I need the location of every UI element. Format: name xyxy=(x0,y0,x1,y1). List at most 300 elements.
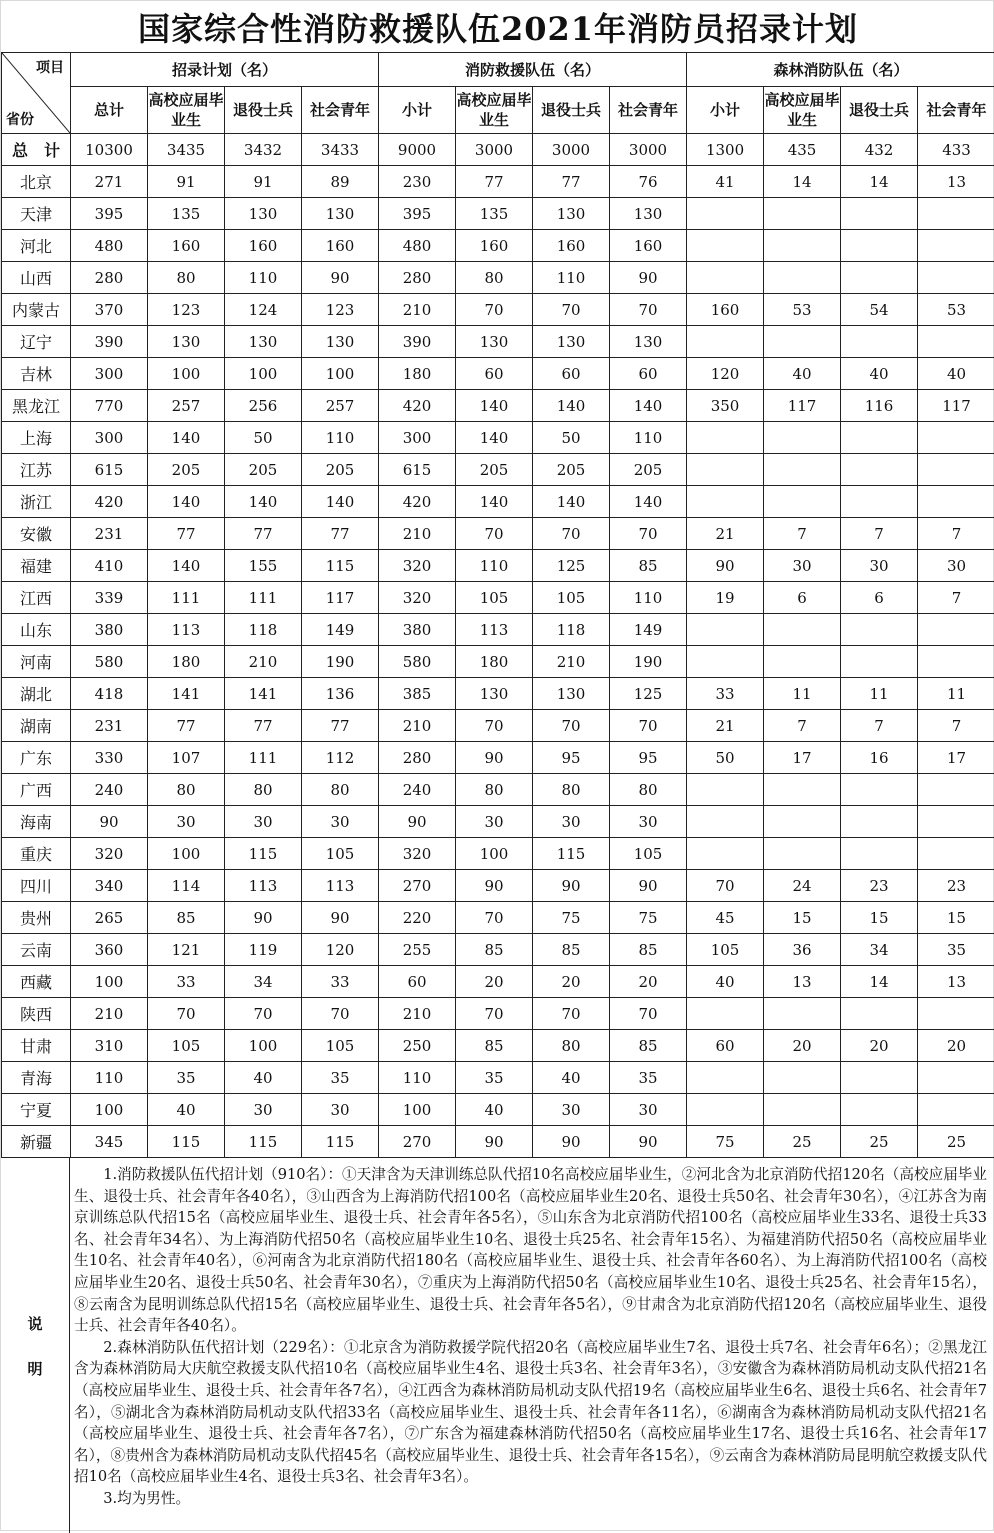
value-cell: 7 xyxy=(841,710,918,742)
value-cell xyxy=(687,326,764,358)
value-cell xyxy=(764,454,841,486)
value-cell: 117 xyxy=(764,390,841,422)
value-cell: 140 xyxy=(610,390,687,422)
value-cell xyxy=(841,646,918,678)
value-cell: 116 xyxy=(841,390,918,422)
total-cell: 10300 xyxy=(71,134,148,166)
value-cell xyxy=(841,486,918,518)
value-cell xyxy=(687,198,764,230)
value-cell: 300 xyxy=(379,422,456,454)
value-cell: 160 xyxy=(302,230,379,262)
value-cell xyxy=(841,998,918,1030)
value-cell: 140 xyxy=(533,486,610,518)
value-cell xyxy=(841,230,918,262)
value-cell: 114 xyxy=(148,870,225,902)
value-cell: 160 xyxy=(533,230,610,262)
value-cell: 89 xyxy=(302,166,379,198)
value-cell: 118 xyxy=(533,614,610,646)
value-cell: 140 xyxy=(148,550,225,582)
value-cell: 117 xyxy=(918,390,994,422)
province-name: 天津 xyxy=(2,198,71,230)
value-cell xyxy=(764,646,841,678)
value-cell: 80 xyxy=(533,1030,610,1062)
value-cell: 13 xyxy=(918,166,994,198)
value-cell: 110 xyxy=(610,582,687,614)
value-cell: 180 xyxy=(379,358,456,390)
value-cell: 117 xyxy=(302,582,379,614)
province-name: 上海 xyxy=(2,422,71,454)
value-cell xyxy=(918,1062,994,1094)
value-cell: 111 xyxy=(148,582,225,614)
value-cell: 11 xyxy=(841,678,918,710)
value-cell: 90 xyxy=(71,806,148,838)
column-header: 高校应届毕业生 xyxy=(456,87,533,134)
value-cell: 180 xyxy=(456,646,533,678)
value-cell: 105 xyxy=(148,1030,225,1062)
value-cell: 70 xyxy=(148,998,225,1030)
value-cell: 118 xyxy=(225,614,302,646)
value-cell: 140 xyxy=(456,390,533,422)
value-cell: 115 xyxy=(302,550,379,582)
value-cell: 205 xyxy=(533,454,610,486)
notes-section xyxy=(1,1157,994,1533)
value-cell xyxy=(918,998,994,1030)
recruitment-table xyxy=(1,52,994,1158)
value-cell: 34 xyxy=(225,966,302,998)
value-cell: 7 xyxy=(918,518,994,550)
value-cell xyxy=(687,1062,764,1094)
table-row xyxy=(2,998,994,1030)
value-cell xyxy=(918,1094,994,1126)
value-cell: 17 xyxy=(764,742,841,774)
value-cell: 210 xyxy=(379,294,456,326)
value-cell xyxy=(764,774,841,806)
value-cell: 6 xyxy=(841,582,918,614)
value-cell: 205 xyxy=(225,454,302,486)
value-cell xyxy=(687,806,764,838)
value-cell xyxy=(918,774,994,806)
notes-label xyxy=(1,1158,70,1533)
value-cell: 70 xyxy=(610,294,687,326)
value-cell: 130 xyxy=(533,326,610,358)
value-cell: 110 xyxy=(225,262,302,294)
value-cell xyxy=(687,1094,764,1126)
value-cell xyxy=(841,422,918,454)
province-name: 云南 xyxy=(2,934,71,966)
value-cell xyxy=(687,774,764,806)
value-cell: 220 xyxy=(379,902,456,934)
province-name: 福建 xyxy=(2,550,71,582)
value-cell: 30 xyxy=(533,1094,610,1126)
value-cell xyxy=(764,422,841,454)
column-header: 社会青年 xyxy=(918,87,994,134)
value-cell: 140 xyxy=(456,486,533,518)
value-cell: 91 xyxy=(148,166,225,198)
value-cell: 90 xyxy=(687,550,764,582)
value-cell: 205 xyxy=(610,454,687,486)
province-name: 海南 xyxy=(2,806,71,838)
value-cell: 320 xyxy=(71,838,148,870)
value-cell: 380 xyxy=(379,614,456,646)
group-header-plan: 招录计划（名） xyxy=(71,53,379,87)
value-cell: 95 xyxy=(610,742,687,774)
value-cell: 80 xyxy=(533,774,610,806)
value-cell: 480 xyxy=(379,230,456,262)
province-name: 新疆 xyxy=(2,1126,71,1158)
value-cell: 25 xyxy=(841,1126,918,1158)
value-cell: 270 xyxy=(379,870,456,902)
value-cell: 30 xyxy=(456,806,533,838)
value-cell xyxy=(841,326,918,358)
value-cell: 113 xyxy=(456,614,533,646)
value-cell: 80 xyxy=(225,774,302,806)
table-row xyxy=(2,326,994,358)
value-cell: 90 xyxy=(533,1126,610,1158)
column-header: 小计 xyxy=(687,87,764,134)
table-row xyxy=(2,870,994,902)
value-cell: 115 xyxy=(148,1126,225,1158)
value-cell xyxy=(764,998,841,1030)
value-cell: 40 xyxy=(841,358,918,390)
total-cell: 3435 xyxy=(148,134,225,166)
value-cell: 390 xyxy=(71,326,148,358)
value-cell: 23 xyxy=(841,870,918,902)
table-row xyxy=(2,198,994,230)
table-row xyxy=(2,742,994,774)
value-cell: 100 xyxy=(148,358,225,390)
column-header: 社会青年 xyxy=(302,87,379,134)
value-cell: 120 xyxy=(302,934,379,966)
value-cell xyxy=(918,230,994,262)
value-cell: 13 xyxy=(764,966,841,998)
value-cell: 418 xyxy=(71,678,148,710)
value-cell: 30 xyxy=(302,1094,379,1126)
subheader-row xyxy=(2,87,994,134)
value-cell: 90 xyxy=(533,870,610,902)
value-cell: 70 xyxy=(533,294,610,326)
table-row xyxy=(2,422,994,454)
table-row xyxy=(2,166,994,198)
value-cell xyxy=(841,1094,918,1126)
value-cell: 310 xyxy=(71,1030,148,1062)
value-cell: 40 xyxy=(148,1094,225,1126)
value-cell: 30 xyxy=(148,806,225,838)
province-name: 北京 xyxy=(2,166,71,198)
value-cell: 35 xyxy=(148,1062,225,1094)
table-row xyxy=(2,390,994,422)
value-cell xyxy=(918,422,994,454)
value-cell: 15 xyxy=(841,902,918,934)
value-cell: 90 xyxy=(610,870,687,902)
province-name: 河北 xyxy=(2,230,71,262)
value-cell: 160 xyxy=(456,230,533,262)
value-cell: 33 xyxy=(148,966,225,998)
value-cell: 257 xyxy=(302,390,379,422)
value-cell: 140 xyxy=(302,486,379,518)
value-cell: 35 xyxy=(610,1062,687,1094)
value-cell: 130 xyxy=(533,198,610,230)
value-cell: 21 xyxy=(687,518,764,550)
value-cell: 70 xyxy=(687,870,764,902)
table-row xyxy=(2,838,994,870)
value-cell: 100 xyxy=(225,1030,302,1062)
corner-header-cell xyxy=(2,53,71,134)
value-cell xyxy=(918,326,994,358)
value-cell xyxy=(764,1062,841,1094)
table-row xyxy=(2,230,994,262)
value-cell: 30 xyxy=(841,550,918,582)
value-cell: 15 xyxy=(918,902,994,934)
value-cell: 16 xyxy=(841,742,918,774)
value-cell: 90 xyxy=(302,262,379,294)
value-cell xyxy=(918,262,994,294)
table-row xyxy=(2,518,994,550)
value-cell: 140 xyxy=(148,486,225,518)
value-cell: 30 xyxy=(918,550,994,582)
value-cell: 141 xyxy=(225,678,302,710)
province-name: 湖南 xyxy=(2,710,71,742)
value-cell: 210 xyxy=(533,646,610,678)
value-cell: 40 xyxy=(225,1062,302,1094)
value-cell xyxy=(764,1094,841,1126)
value-cell: 77 xyxy=(225,710,302,742)
value-cell: 105 xyxy=(533,582,610,614)
value-cell: 30 xyxy=(764,550,841,582)
value-cell xyxy=(841,774,918,806)
total-cell: 3000 xyxy=(456,134,533,166)
value-cell: 385 xyxy=(379,678,456,710)
value-cell: 95 xyxy=(533,742,610,774)
value-cell: 60 xyxy=(610,358,687,390)
value-cell: 300 xyxy=(71,422,148,454)
value-cell: 107 xyxy=(148,742,225,774)
province-name: 河南 xyxy=(2,646,71,678)
value-cell xyxy=(918,646,994,678)
table-row xyxy=(2,262,994,294)
value-cell xyxy=(918,614,994,646)
value-cell: 80 xyxy=(610,774,687,806)
value-cell: 100 xyxy=(148,838,225,870)
value-cell: 119 xyxy=(225,934,302,966)
value-cell: 130 xyxy=(456,678,533,710)
value-cell: 7 xyxy=(764,710,841,742)
value-cell: 77 xyxy=(148,710,225,742)
table-row xyxy=(2,486,994,518)
value-cell: 124 xyxy=(225,294,302,326)
value-cell: 80 xyxy=(456,774,533,806)
value-cell: 250 xyxy=(379,1030,456,1062)
value-cell: 33 xyxy=(687,678,764,710)
value-cell: 90 xyxy=(456,742,533,774)
value-cell: 50 xyxy=(225,422,302,454)
value-cell: 40 xyxy=(456,1094,533,1126)
value-cell: 20 xyxy=(533,966,610,998)
value-cell: 265 xyxy=(71,902,148,934)
value-cell: 130 xyxy=(533,678,610,710)
table-row xyxy=(2,678,994,710)
value-cell: 130 xyxy=(610,198,687,230)
value-cell: 7 xyxy=(841,518,918,550)
value-cell: 105 xyxy=(687,934,764,966)
value-cell: 105 xyxy=(302,838,379,870)
value-cell: 70 xyxy=(456,518,533,550)
province-name: 广西 xyxy=(2,774,71,806)
value-cell: 205 xyxy=(456,454,533,486)
value-cell xyxy=(918,198,994,230)
value-cell: 130 xyxy=(302,326,379,358)
value-cell: 70 xyxy=(225,998,302,1030)
value-cell: 100 xyxy=(379,1094,456,1126)
value-cell: 21 xyxy=(687,710,764,742)
note-paragraph-2: 2.森林消防队伍代招计划（229名）：①北京含为消防救援学院代招20名（高校应届毕业生7名、退役士兵7名、社会青年6名）；②黑龙江含为森林消防局大庆航空救援支队代招10名（高校应届毕业生4名、退役士兵3名、社会青年3名），③安徽含为森林消防局机动支队代招21名（高校应届毕业生、退役士兵、社会青年各7名），④江西含为森林消防局机动支队代招19名（高校应届毕业生6名、退役士兵6名、社会青年7名），⑤湖北含为森林消防局机动支队代招33名（高校应届毕业生、退役士兵、社会青年各11名），⑥湖南含为森林消防局机动支队代招21名（高校应届毕业生、退役士兵、社会青年各7名），⑦广东含为福建森林消防代招50名（高校应届毕业生17名、退役士兵16名、社会青年17名），⑧贵州含为森林消防局机动支队代招45名（高校应届毕业生、退役士兵、社会青年各15名），⑨云南含为森林消防局昆明航空救援支队代招10名（高校应届毕业生4名、退役士兵3名、社会青年3名）。 xyxy=(74,1337,987,1488)
value-cell: 300 xyxy=(71,358,148,390)
total-cell: 3000 xyxy=(533,134,610,166)
value-cell: 35 xyxy=(302,1062,379,1094)
value-cell xyxy=(918,806,994,838)
column-header: 社会青年 xyxy=(610,87,687,134)
value-cell: 24 xyxy=(764,870,841,902)
value-cell: 11 xyxy=(764,678,841,710)
value-cell: 231 xyxy=(71,518,148,550)
value-cell: 231 xyxy=(71,710,148,742)
value-cell: 100 xyxy=(302,358,379,390)
value-cell: 110 xyxy=(610,422,687,454)
table-row xyxy=(2,1094,994,1126)
province-name: 山东 xyxy=(2,614,71,646)
column-header: 退役士兵 xyxy=(841,87,918,134)
table-row xyxy=(2,710,994,742)
value-cell: 190 xyxy=(302,646,379,678)
value-cell: 53 xyxy=(764,294,841,326)
value-cell: 480 xyxy=(71,230,148,262)
value-cell: 70 xyxy=(533,998,610,1030)
value-cell: 240 xyxy=(71,774,148,806)
value-cell xyxy=(687,262,764,294)
value-cell: 140 xyxy=(225,486,302,518)
value-cell xyxy=(918,838,994,870)
value-cell: 210 xyxy=(379,518,456,550)
value-cell: 280 xyxy=(379,262,456,294)
value-cell: 141 xyxy=(148,678,225,710)
value-cell: 90 xyxy=(379,806,456,838)
value-cell: 105 xyxy=(456,582,533,614)
total-row xyxy=(2,134,994,166)
value-cell: 210 xyxy=(225,646,302,678)
value-cell: 580 xyxy=(71,646,148,678)
total-cell: 3000 xyxy=(610,134,687,166)
value-cell: 256 xyxy=(225,390,302,422)
value-cell: 149 xyxy=(610,614,687,646)
province-name: 辽宁 xyxy=(2,326,71,358)
value-cell: 210 xyxy=(379,998,456,1030)
value-cell: 130 xyxy=(302,198,379,230)
value-cell: 121 xyxy=(148,934,225,966)
value-cell xyxy=(841,454,918,486)
value-cell: 70 xyxy=(456,902,533,934)
value-cell: 90 xyxy=(225,902,302,934)
value-cell: 370 xyxy=(71,294,148,326)
value-cell: 113 xyxy=(148,614,225,646)
value-cell: 380 xyxy=(71,614,148,646)
total-cell: 3432 xyxy=(225,134,302,166)
value-cell: 280 xyxy=(379,742,456,774)
value-cell: 6 xyxy=(764,582,841,614)
value-cell: 60 xyxy=(533,358,610,390)
value-cell: 60 xyxy=(456,358,533,390)
value-cell: 14 xyxy=(841,166,918,198)
value-cell: 15 xyxy=(764,902,841,934)
value-cell: 110 xyxy=(71,1062,148,1094)
value-cell: 77 xyxy=(302,710,379,742)
province-name: 陕西 xyxy=(2,998,71,1030)
total-cell: 3433 xyxy=(302,134,379,166)
table-row xyxy=(2,614,994,646)
value-cell: 30 xyxy=(225,1094,302,1126)
value-cell xyxy=(841,198,918,230)
value-cell: 110 xyxy=(379,1062,456,1094)
province-name: 广东 xyxy=(2,742,71,774)
value-cell xyxy=(764,614,841,646)
value-cell: 30 xyxy=(302,806,379,838)
value-cell: 770 xyxy=(71,390,148,422)
value-cell: 130 xyxy=(225,326,302,358)
total-cell: 9000 xyxy=(379,134,456,166)
table-row xyxy=(2,774,994,806)
value-cell: 80 xyxy=(302,774,379,806)
value-cell: 160 xyxy=(687,294,764,326)
province-name: 内蒙古 xyxy=(2,294,71,326)
value-cell xyxy=(687,838,764,870)
value-cell: 100 xyxy=(71,1094,148,1126)
province-name: 西藏 xyxy=(2,966,71,998)
province-name: 江苏 xyxy=(2,454,71,486)
value-cell: 60 xyxy=(379,966,456,998)
value-cell: 25 xyxy=(764,1126,841,1158)
value-cell: 130 xyxy=(456,326,533,358)
value-cell: 420 xyxy=(379,390,456,422)
note-paragraph-1: 1.消防救援队伍代招计划（910名）：①天津含为天津训练总队代招10名高校应届毕业生，②河北含为北京消防代招120名（高校应届毕业生、退役士兵、社会青年各40名），③山西含为上海消防代招100名（高校应届毕业生20名、退役士兵50名、社会青年30名），④江苏含为南京训练总队代招15名（高校应届毕业生、退役士兵、社会青年各5名），⑤山东含为北京消防代招100名（高校应届毕业生33名、退役士兵33名、社会青年34名）、为上海消防代招50名（高校应届毕业生10名、退役士兵25名、社会青年15名）、为福建消防代招50名（高校应届毕业生10名、社会青年40名），⑥河南含为北京消防代招180名（高校应届毕业生、退役士兵、社会青年各60名）、为上海消防代招100名（高校应届毕业生20名、退役士兵50名、社会青年30名），⑦重庆为上海消防代招50名（高校应届毕业生10名、退役士兵25名、社会青年15名），⑧云南含为昆明训练总队代招15名（高校应届毕业生、退役士兵、社会青年各5名），⑨甘肃含为北京消防代招120名（高校应届毕业生、退役士兵、社会青年各40名）。 xyxy=(74,1164,987,1337)
value-cell: 100 xyxy=(456,838,533,870)
province-name: 江西 xyxy=(2,582,71,614)
value-cell: 25 xyxy=(918,1126,994,1158)
column-header: 退役士兵 xyxy=(225,87,302,134)
value-cell: 270 xyxy=(379,1126,456,1158)
column-header: 退役士兵 xyxy=(533,87,610,134)
value-cell: 41 xyxy=(687,166,764,198)
value-cell: 130 xyxy=(225,198,302,230)
value-cell: 136 xyxy=(302,678,379,710)
value-cell: 77 xyxy=(533,166,610,198)
province-name: 浙江 xyxy=(2,486,71,518)
value-cell xyxy=(764,806,841,838)
notes-body xyxy=(70,1158,994,1533)
value-cell xyxy=(764,326,841,358)
value-cell: 390 xyxy=(379,326,456,358)
value-cell: 110 xyxy=(456,550,533,582)
notes-label-char: 说 xyxy=(27,1313,42,1334)
value-cell: 50 xyxy=(687,742,764,774)
value-cell: 85 xyxy=(610,1030,687,1062)
value-cell: 112 xyxy=(302,742,379,774)
value-cell: 160 xyxy=(148,230,225,262)
value-cell: 111 xyxy=(225,742,302,774)
value-cell xyxy=(841,806,918,838)
value-cell: 85 xyxy=(610,550,687,582)
value-cell: 115 xyxy=(225,1126,302,1158)
value-cell: 123 xyxy=(148,294,225,326)
value-cell: 70 xyxy=(610,518,687,550)
value-cell xyxy=(687,454,764,486)
